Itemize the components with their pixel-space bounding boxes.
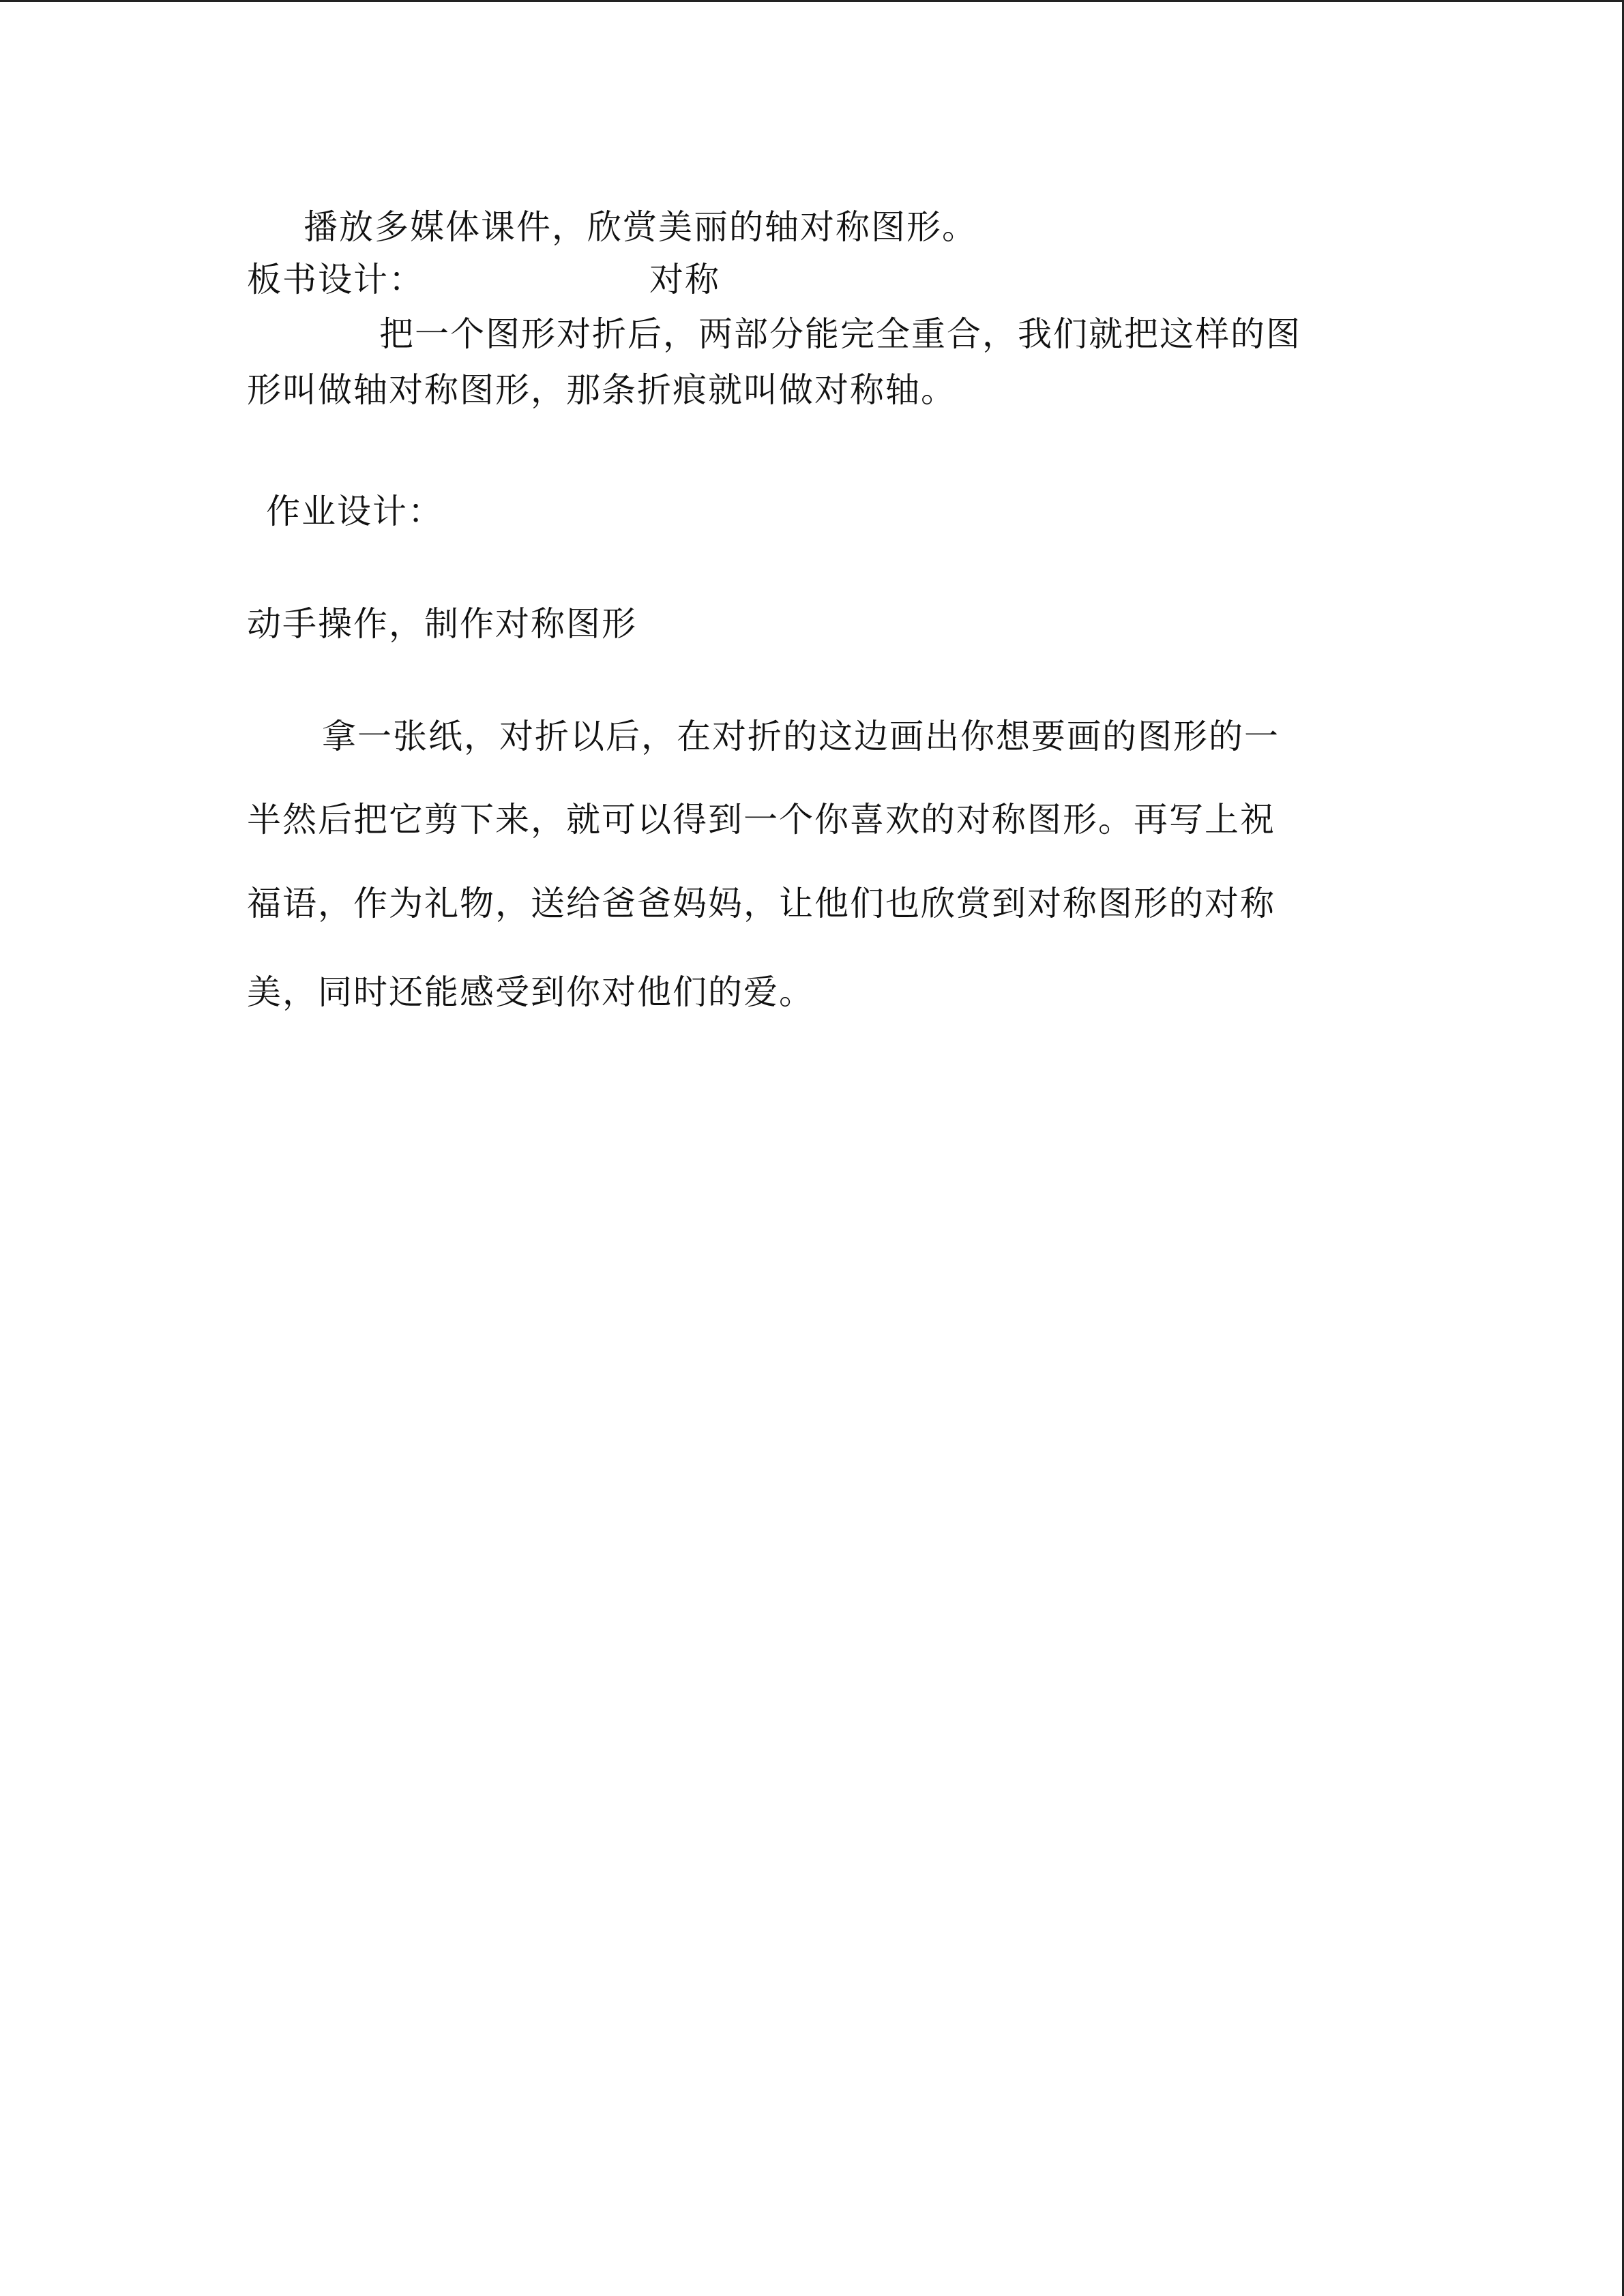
homework-paragraph-line-1: 拿一张纸，对折以后，在对折的这边画出你想要画的图形的一: [322, 717, 1280, 756]
board-design-title: 对称: [649, 260, 720, 299]
definition-line-1: 把一个图形对折后，两部分能完全重合，我们就把这样的图: [379, 314, 1301, 354]
homework-paragraph-line-3: 福语，作为礼物，送给爸爸妈妈，让他们也欣赏到对称图形的对称: [247, 884, 1275, 923]
multimedia-line: 播放多媒体课件，欣赏美丽的轴对称图形。: [304, 207, 977, 247]
homework-task-title: 动手操作，制作对称图形: [247, 604, 637, 644]
homework-label: 作业设计：: [266, 492, 443, 531]
definition-line-2: 形叫做轴对称图形，那条折痕就叫做对称轴。: [247, 370, 956, 410]
homework-paragraph-line-2: 半然后把它剪下来，就可以得到一个你喜欢的对称图形。再写上祝: [247, 800, 1275, 839]
board-design-label: 板书设计：: [247, 260, 424, 299]
homework-paragraph-line-4: 美，同时还能感受到你对他们的爱。: [247, 972, 814, 1012]
